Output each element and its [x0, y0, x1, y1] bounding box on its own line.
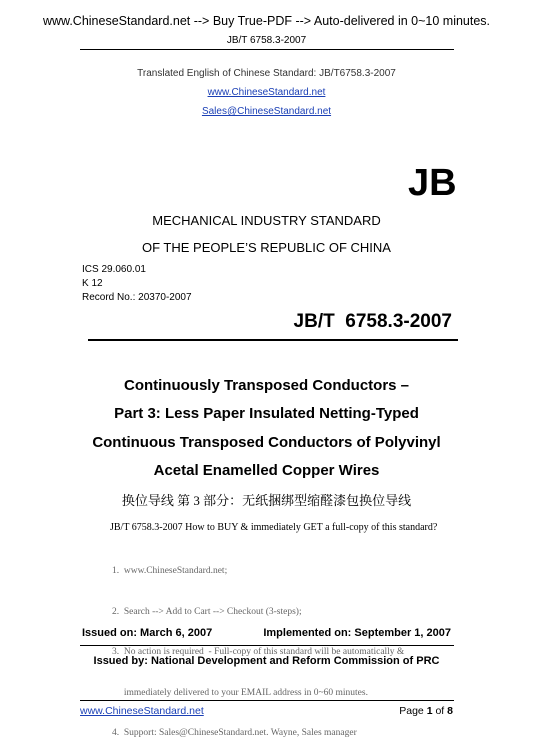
header-code: JB/T 6758.3-2007	[226, 35, 307, 46]
implemented-date: Implemented on: September 1, 2007	[263, 627, 451, 639]
title-chinese: 换位导线 第 3 部分：无纸捆绑型缩醛漆包换位导线	[121, 493, 412, 508]
footer-rule	[80, 700, 454, 701]
page-indicator	[399, 705, 453, 717]
translation-website	[0, 87, 533, 98]
translation-email-link[interactable]: Sales@ChineseStandard.net	[201, 106, 332, 117]
buy-step: 1. www.ChineseStandard.net;	[112, 566, 228, 576]
buy-heading: JB/T 6758.3-2007 How to BUY & immediately GET a full-copy of this standard?	[110, 522, 438, 533]
authority-line1: MECHANICAL INDUSTRY STANDARD	[152, 213, 381, 228]
k-code: K 12	[82, 278, 103, 289]
header-rule	[80, 49, 454, 50]
page-current: 1	[426, 705, 433, 717]
title-line3: Continuous Transposed Conductors of Polyvinyl	[92, 434, 441, 451]
page-total: 8	[447, 705, 453, 717]
header-banner: www.ChineseStandard.net --> Buy True-PDF --> Auto-delivered in 0~10 minutes.	[42, 14, 491, 28]
ics-code: ICS 29.060.01	[82, 264, 146, 275]
buy-steps	[112, 538, 404, 754]
page-label: Page	[399, 705, 424, 717]
jb-logo: JB	[408, 162, 457, 204]
buy-step: 2. Search --> Add to Cart --> Checkout (3-steps);	[112, 606, 302, 617]
standard-rule	[88, 339, 458, 341]
footer-website	[80, 705, 204, 717]
buy-step: 4. Support: Sales@ChineseStandard.net. Wayne, Sales manager	[112, 728, 357, 738]
title-line4: Acetal Enamelled Copper Wires	[153, 462, 380, 479]
title-line2: Part 3: Less Paper Insulated Netting-Typed	[114, 405, 419, 422]
title-line1: Continuously Transposed Conductors –	[123, 377, 410, 394]
authority-line2: OF THE PEOPLE’S REPUBLIC OF CHINA	[142, 240, 391, 255]
record-number: Record No.: 20370-2007	[82, 292, 192, 303]
footer-website-link[interactable]: www.ChineseStandard.net	[80, 705, 204, 717]
dates-rule	[80, 645, 454, 646]
buy-step: 3. No action is required - Full-copy of this standard will be automatically &	[112, 647, 405, 657]
translation-email	[0, 106, 533, 117]
issued-date: Issued on: March 6, 2007	[82, 627, 213, 639]
translation-website-link[interactable]: www.ChineseStandard.net	[207, 87, 326, 98]
issuer: Issued by: National Development and Reform Commission of PRC	[93, 655, 440, 667]
translation-line: Translated English of Chinese Standard: JB/T6758.3-2007	[137, 68, 396, 79]
page-of: of	[435, 705, 445, 717]
standard-number: JB/T 6758.3-2007	[293, 311, 452, 332]
buy-step: immediately delivered to your EMAIL address in 0~60 minutes.	[112, 687, 368, 698]
